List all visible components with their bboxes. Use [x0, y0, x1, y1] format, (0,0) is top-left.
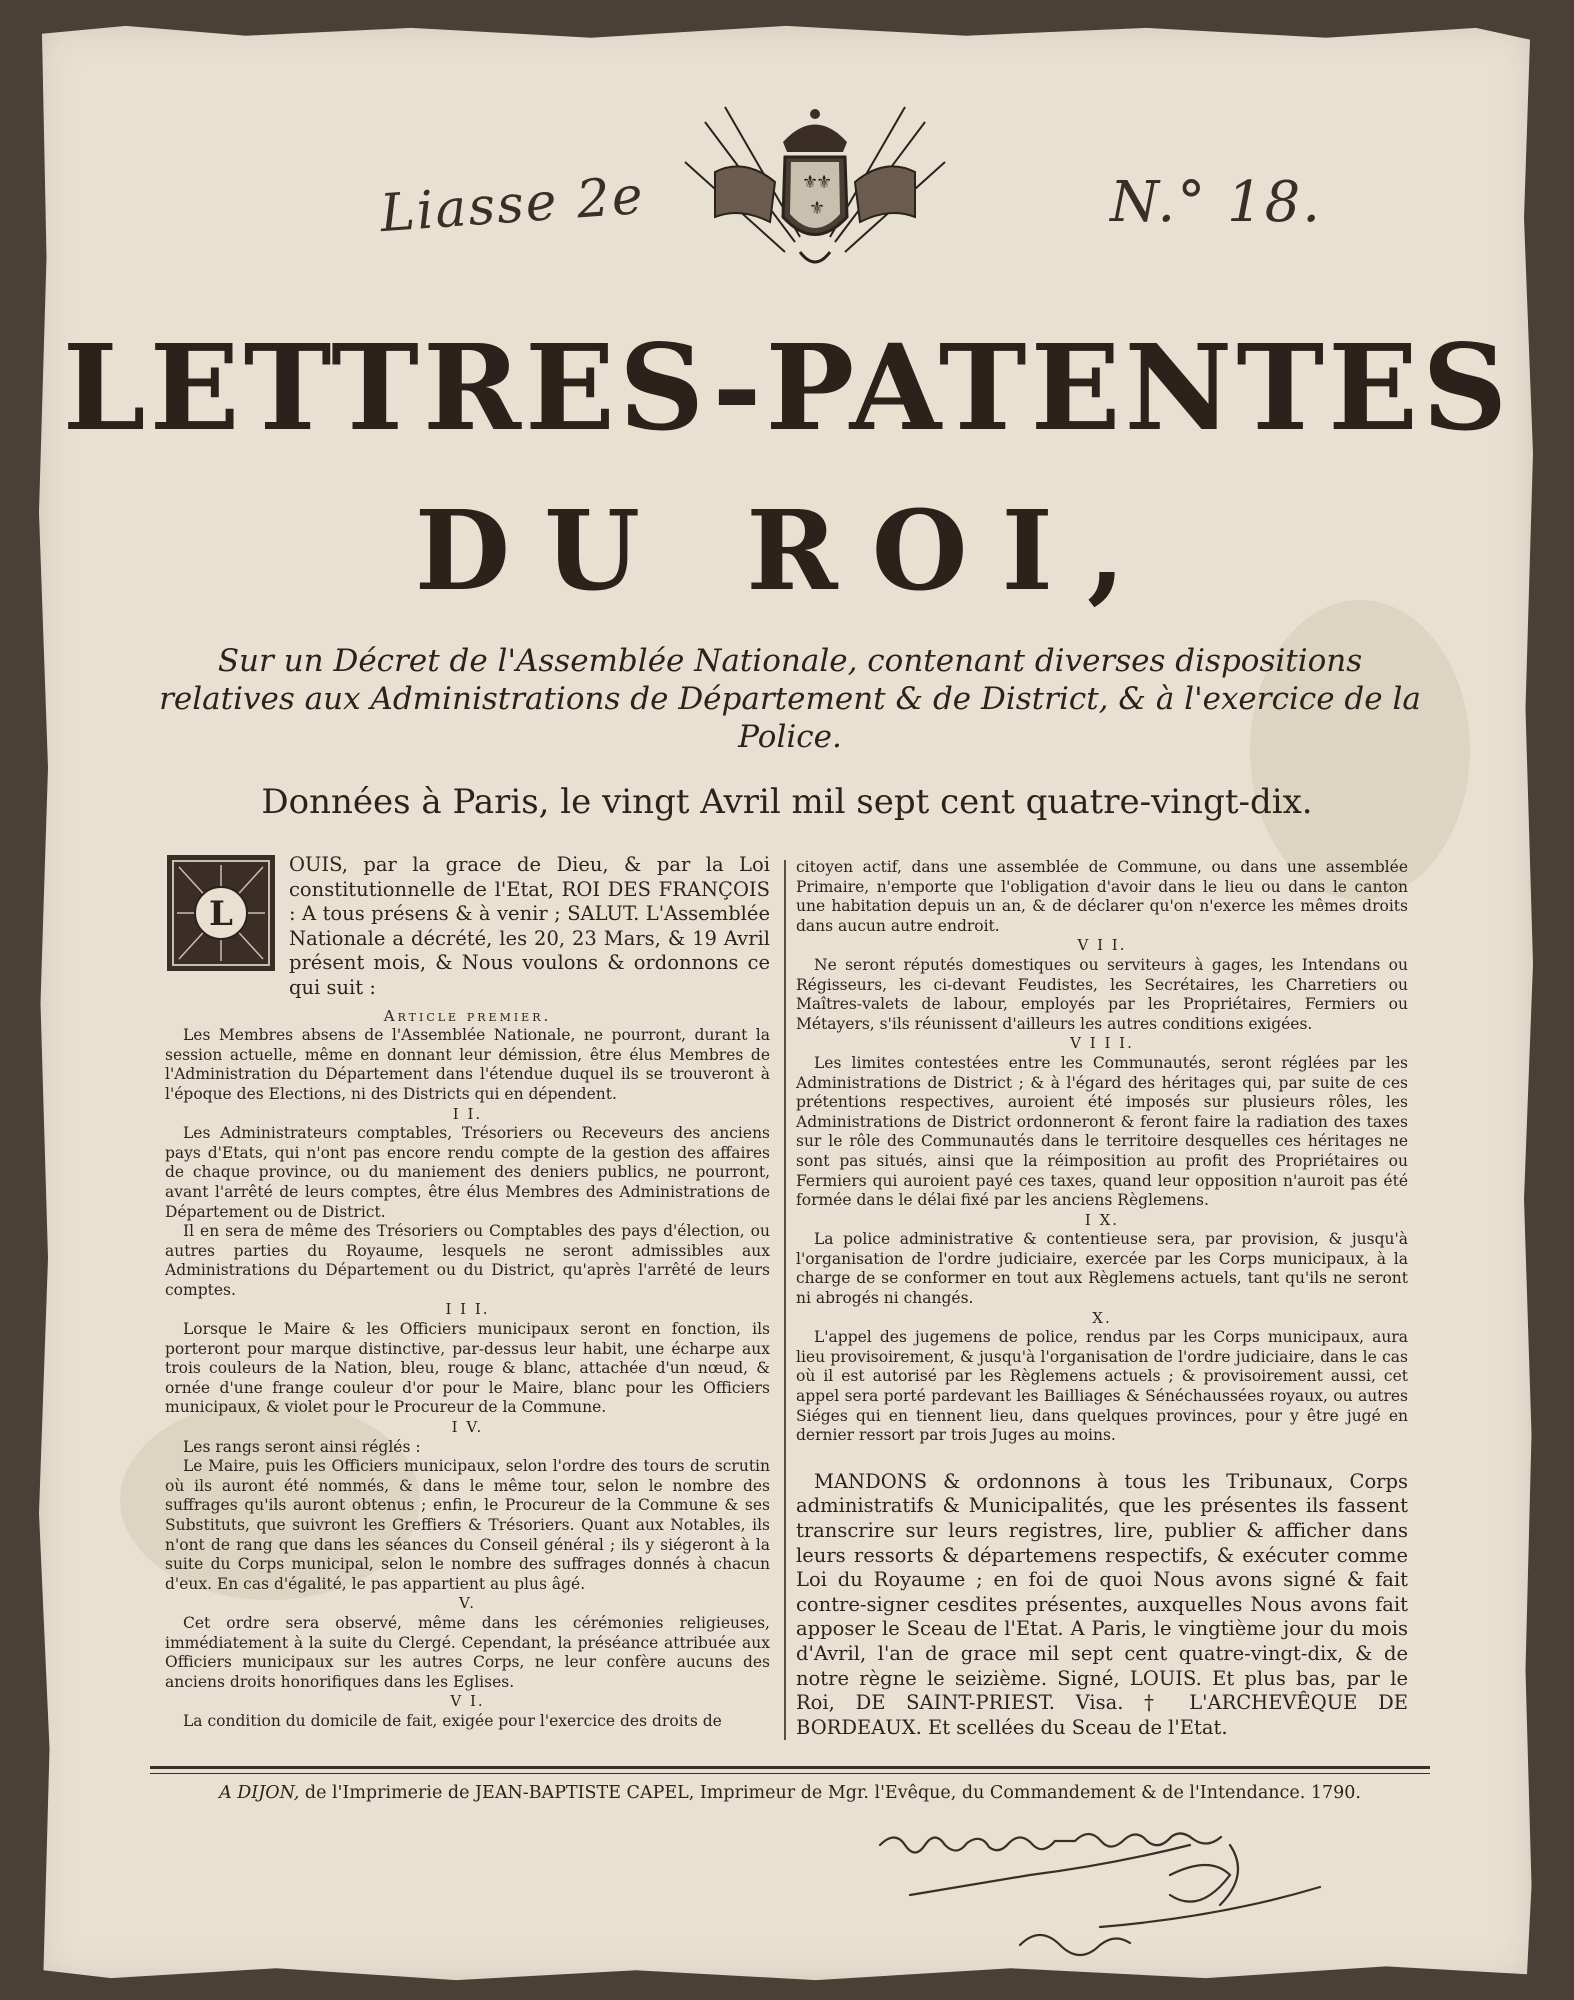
date-line: Données à Paris, le vingt Avril mil sept cent quatre-vingt-dix.: [261, 782, 1313, 822]
intro-paragraph: OUIS, par la grace de Dieu, & par la Loi constitutionnelle de l'Etat, ROI DES FRANÇOIS : A tous présens & à venir ; SALUT. L'Assemblée Nationale a décrété, les 20, 23 Mars, & 19 Avril présent mois, & Nous voulons & ordonnons ce qui suit :: [289, 853, 770, 999]
initial-letter: L: [209, 894, 233, 934]
article-text: Lorsque le Maire & les Officiers municipaux seront en fonction, ils porteront pour marque distinctive, par-dessus leur habit, une écharpe aux trois couleurs de la Nation, bleu, rouge & blanc, attachée d'un nœud, & ornée d'une frange couleur d'or pour le Maire, blanc pour les Officiers municipaux, & violet pour le Procureur de la Commune.: [165, 1320, 770, 1417]
article-heading: V I I.: [1077, 936, 1127, 955]
footer-rule: [150, 1766, 1430, 1769]
article-text: La police administrative & contentieuse sera, par provision, & jusqu'à l'organisation de l'ordre judiciaire, exercée par les Corps municipaux, à la charge de se conformer en tout aux Règlemens actuels, tant qu'ils ne seront ni abrogés ni changés.: [796, 1230, 1408, 1308]
document-title-sub: DU ROI,: [414, 486, 1160, 615]
article-text: Les rangs seront ainsi réglés :: [183, 1437, 421, 1456]
handwritten-number: N.° 18.: [1110, 170, 1323, 235]
article-text: Cet ordre sera observé, même dans les cérémonies religieuses, immédiatement à la suite du Clergé. Cependant, la préséance attribuée aux Officiers municipaux sur les autres Corps, ne leur confère aucuns des anciens droits honorifiques dans les Eglises.: [165, 1613, 770, 1691]
article-text: Le Maire, puis les Officiers municipaux, selon l'ordre des tours de scrutin où ils auront été nommés, & dans le même tour, selon le nombre des suffrages qu'ils auront obtenus ; enfin, le Procureur de la Commune & ses Substituts, que suivront les Greffiers & Trésoriers. Quant aux Notables, ils n'ont de rang que dans les séances du Conseil général ; ils y siégeront à la suite du Corps municipal, selon le nombre des suffrages donnés à chacun d'eux. En cas d'égalité, le pas appartient au plus âgé.: [165, 1457, 770, 1593]
imprint-text: de l'Imprimerie de JEAN-BAPTISTE CAPEL, Imprimeur de Mgr. l'Evêque, du Commandement & de l'Intendance. 1790.: [299, 1783, 1361, 1803]
handwritten-liasse: Liasse 2e: [378, 165, 647, 245]
article-heading: V I.: [450, 1692, 485, 1711]
article-text: citoyen actif, dans une assemblée de Commune, ou dans une assemblée Primaire, n'emporte que l'obligation d'avoir dans le lieu ou dans le canton une habitation depuis un an, & de déclarer qu'on n'exerce les mêmes droits dans aucun autre endroit.: [796, 858, 1408, 935]
article-heading: V.: [459, 1594, 476, 1613]
royal-crest-icon: [675, 102, 955, 277]
article-heading: I X.: [1084, 1210, 1120, 1229]
article-text: La condition du domicile de fait, exigée pour l'exercice des droits de: [183, 1711, 722, 1730]
article-text: Ne seront réputés domestiques ou serviteurs à gages, les Intendans ou Régisseurs, les ci-devant Feudistes, les Secrétaires, les Charretiers ou Maîtres-valets de labour, employés par les Propriétaires, Fermiers ou Métayers, s'ils réunissent d'ailleurs les autres conditions exigées.: [796, 955, 1408, 1033]
article-text: Il en sera de même des Trésoriers ou Comptables des pays d'élection, ou autres parties du Royaume, lesquels ne seront admissibles aux Administrations du Département ou du District, qu'après l'arrêté de leurs comptes.: [165, 1222, 770, 1299]
svg-text:⚜: ⚜: [802, 172, 819, 193]
right-column: [796, 858, 1408, 1740]
footer-rule: [150, 1773, 1430, 1774]
left-column: [165, 853, 770, 1732]
article-text: Les Administrateurs comptables, Trésoriers ou Receveurs des anciens pays d'Etats, qui n'ont pas encore rendu compte de la gestion des affaires de chaque province, ou du maniement des deniers publics, ne pourront, avant l'arrêté de leurs comptes, être élus Membres des Administrations de Département ou de District.: [165, 1124, 770, 1221]
imprint-line: [150, 1783, 1430, 1803]
article-heading: Article premier.: [383, 1006, 552, 1025]
imprint-place: A DIJON,: [219, 1783, 300, 1803]
document-title: LETTRES-PATENTES: [62, 318, 1512, 457]
article-heading: I V.: [451, 1418, 484, 1437]
svg-text:⚜: ⚜: [816, 172, 833, 193]
article-heading: I I I.: [445, 1300, 490, 1319]
article-heading: X.: [1092, 1308, 1112, 1327]
article-text: Les Membres absens de l'Assemblée Nationale, ne pourront, durant la session actuelle, même en donnant leur démission, être élus Membres de l'Administration du Département dans l'étendue duquel ils se trouveront à l'époque des Elections, ni des Districts qui en dépendent.: [165, 1026, 770, 1103]
article-heading: I I.: [452, 1104, 483, 1123]
handwritten-signature-icon: [870, 1815, 1480, 1965]
mandons-paragraph: MANDONS & ordonnons à tous les Tribunaux, Corps administratifs & Municipalités, que les présentes ils fassent transcrire sur leurs registres, lire, publier & afficher dans leurs ressorts & départemens respectifs, & exécuter comme Loi du Royaume ; en foi de quoi Nous avons signé & fait contre-signer cesdites présentes, auxquelles Nous avons fait apposer le Sceau de l'Etat. A Paris, le vingtième jour du mois d'Avril, l'an de grace mil sept cent quatre-vingt-dix, & de notre règne le seizième. Signé, LOUIS. Et plus bas, par le Roi, DE SAINT-PRIEST. Visa. † L'ARCHEVÊQUE DE BORDEAUX. Et scellées du Sceau de l'Etat.: [796, 1469, 1408, 1739]
document-subtitle: Sur un Décret de l'Assemblée Nationale, contenant diverses dispositions relatives aux Administrations de Département & de District, & à l'exercice de la Police.: [159, 643, 1421, 755]
svg-text:⚜: ⚜: [809, 198, 826, 219]
column-divider: [784, 860, 786, 1740]
article-text: L'appel des jugemens de police, rendus par les Corps municipaux, aura lieu provisoirement, & jusqu'à l'organisation de l'ordre judiciaire, dans le cas où il est autorisé par les Règlemens actuels ; & provisoirement aussi, cet appel sera porté pardevant les Bailliages & Sénéchaussées royaux, ou autres Siéges qui en tiennent lieu, dans quelques provinces, pour y être jugé en dernier ressort par trois Juges au moins.: [796, 1328, 1408, 1445]
ornamental-initial-icon: [165, 853, 277, 973]
article-text: Les limites contestées entre les Communautés, seront réglées par les Administrations de District ; & à l'égard des héritages qui, par suite de ces prétentions respectives, auroient été imposés sur plusieurs rôles, les Administrations de District ordonneront & feront faire la radiation des taxes sur le rôle des Communautés dans le territoire desquelles ces héritages ne sont pas situés, ainsi que la réimposition au profit des Propriétaires ou Fermiers qui auroient payé ces taxes, quand leur opposition n'auroit pas été formée dans le délai fixé par les anciens Règlemens.: [796, 1053, 1408, 1210]
article-heading: V I I I.: [1070, 1034, 1134, 1053]
